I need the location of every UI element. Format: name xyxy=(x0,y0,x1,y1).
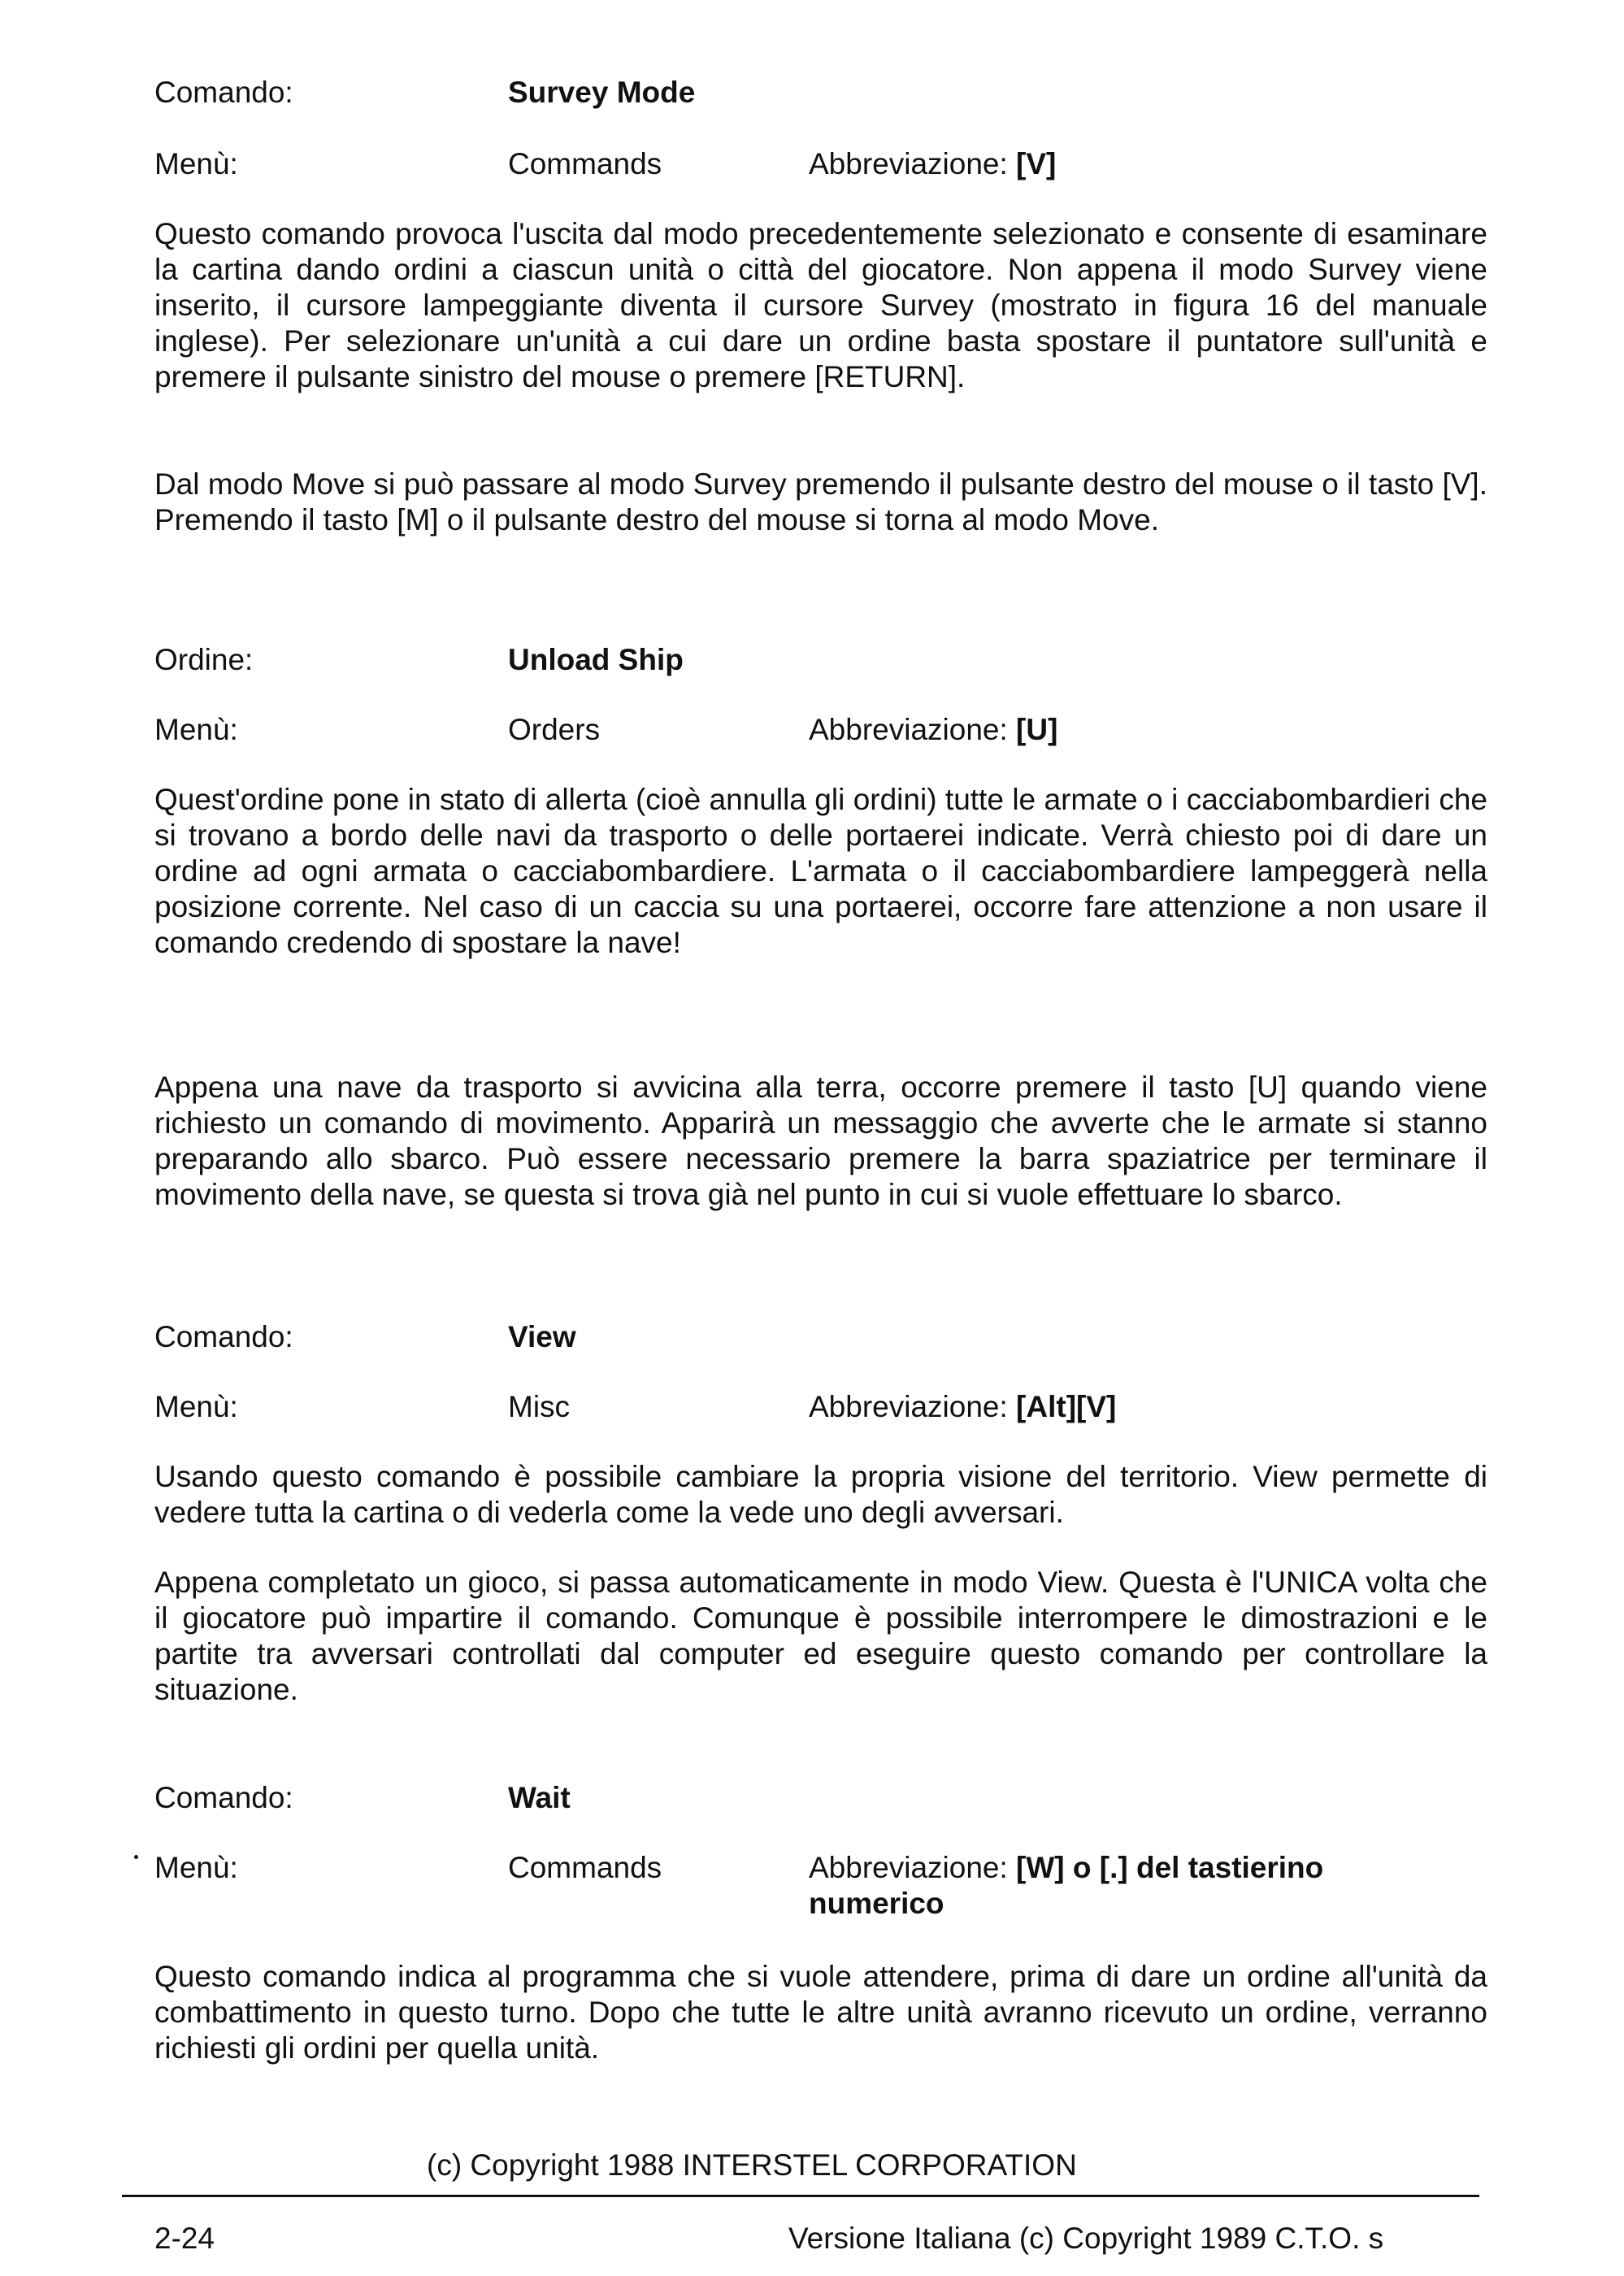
page-number: 2-24 xyxy=(154,2222,215,2255)
menu-value: Misc xyxy=(508,1390,571,1423)
abbreviation xyxy=(809,146,1056,182)
stray-mark xyxy=(134,1855,138,1859)
abbreviation-key: [Alt][V] xyxy=(1016,1390,1117,1423)
paragraph: Dal modo Move si può passare al modo Survey premendo il pulsante destro del mouse o il tasto [V]. Premendo il tasto [M] o il pulsante destro del mouse si torna al modo Move. xyxy=(154,467,1487,536)
menu-label: Menù: xyxy=(154,1851,238,1884)
paragraph: Usando questo comando è possibile cambiare la propria visione del territorio. View permette di vedere tutta la cartina o di vederla come la vede uno degli avversari. xyxy=(154,1460,1487,1529)
abbreviation-label: Abbreviazione: xyxy=(809,1390,1008,1423)
version-line: Versione Italiana (c) Copyright 1989 C.T.O. s xyxy=(788,2222,1384,2255)
abbreviation-key: [U] xyxy=(1016,713,1058,746)
copyright-line: (c) Copyright 1988 INTERSTEL CORPORATION xyxy=(427,2148,1077,2182)
abbreviation-label: Abbreviazione: xyxy=(809,1851,1008,1884)
abbreviation xyxy=(809,712,1057,748)
menu-value: Commands xyxy=(508,147,662,180)
paragraph: Questo comando provoca l'uscita dal modo precedentemente selezionato e consente di esaminare la cartina dando ordini a ciascun unità o città del giocatore. Non appena il modo Survey viene inserito, il cursore lampeggiante diventa il cursore Survey (mostrato in figura 16 del manuale inglese). Per selezionare un'unità a cui dare un ordine basta spostare il puntatore sull'unità e premere il pulsante sinistro del mouse o premere [RETURN]. xyxy=(154,217,1487,393)
abbreviation-label: Abbreviazione: xyxy=(809,713,1008,746)
abbreviation-key: [V] xyxy=(1016,147,1057,180)
command-label: Comando: xyxy=(154,1781,293,1814)
command-label: Comando: xyxy=(154,76,293,109)
paragraph: Appena completato un gioco, si passa automaticamente in modo View. Questa è l'UNICA volta che il giocatore può impartire il comando. Comunque è possibile interrompere le dimostrazioni e le partite tra avversari controllati dal computer ed eseguire questo comando per controllare la situazione. xyxy=(154,1566,1487,1706)
command-name: View xyxy=(508,1320,576,1353)
command-name: Survey Mode xyxy=(508,76,696,109)
abbreviation xyxy=(809,1850,1443,1920)
menu-label: Menù: xyxy=(154,1390,238,1423)
command-label: Comando: xyxy=(154,1320,293,1353)
order-label: Ordine: xyxy=(154,643,254,676)
abbreviation-label: Abbreviazione: xyxy=(809,147,1008,180)
menu-label: Menù: xyxy=(154,713,238,746)
footer-rule xyxy=(122,2195,1479,2197)
paragraph: Questo comando indica al programma che si vuole attendere, prima di dare un ordine all'unità da combattimento in questo turno. Dopo che tutte le altre unità avranno ricevuto un ordine, verranno richiesti gli ordini per quella unità. xyxy=(154,1960,1487,2065)
abbreviation xyxy=(809,1389,1116,1425)
abbreviation-key: [W] o [.] del tastierino numerico xyxy=(809,1851,1324,1920)
menu-label: Menù: xyxy=(154,147,238,180)
paragraph: Appena una nave da trasporto si avvicina alla terra, occorre premere il tasto [U] quando viene richiesto un comando di movimento. Apparirà un messaggio che avverte che le armate si stanno preparando allo sbarco. Può essere necessario premere la barra spaziatrice per terminare il movimento della nave, se questa si trova già nel punto in cui si vuole effettuare lo sbarco. xyxy=(154,1071,1487,1211)
command-name: Unload Ship xyxy=(508,643,684,676)
menu-value: Commands xyxy=(508,1851,662,1884)
menu-value: Orders xyxy=(508,713,601,746)
command-name: Wait xyxy=(508,1781,571,1814)
paragraph: Quest'ordine pone in stato di allerta (cioè annulla gli ordini) tutte le armate o i cacciabombardieri che si trovano a bordo delle navi da trasporto o delle portaerei indicate. Verrà chiesto poi di dare un ordine ad ogni armata o cacciabombardiere. L'armata o il cacciabombardiere lampeggerà nella posizione corrente. Nel caso di un caccia su una portaerei, occorre fare attenzione a non usare il comando credendo di spostare la nave! xyxy=(154,783,1487,959)
